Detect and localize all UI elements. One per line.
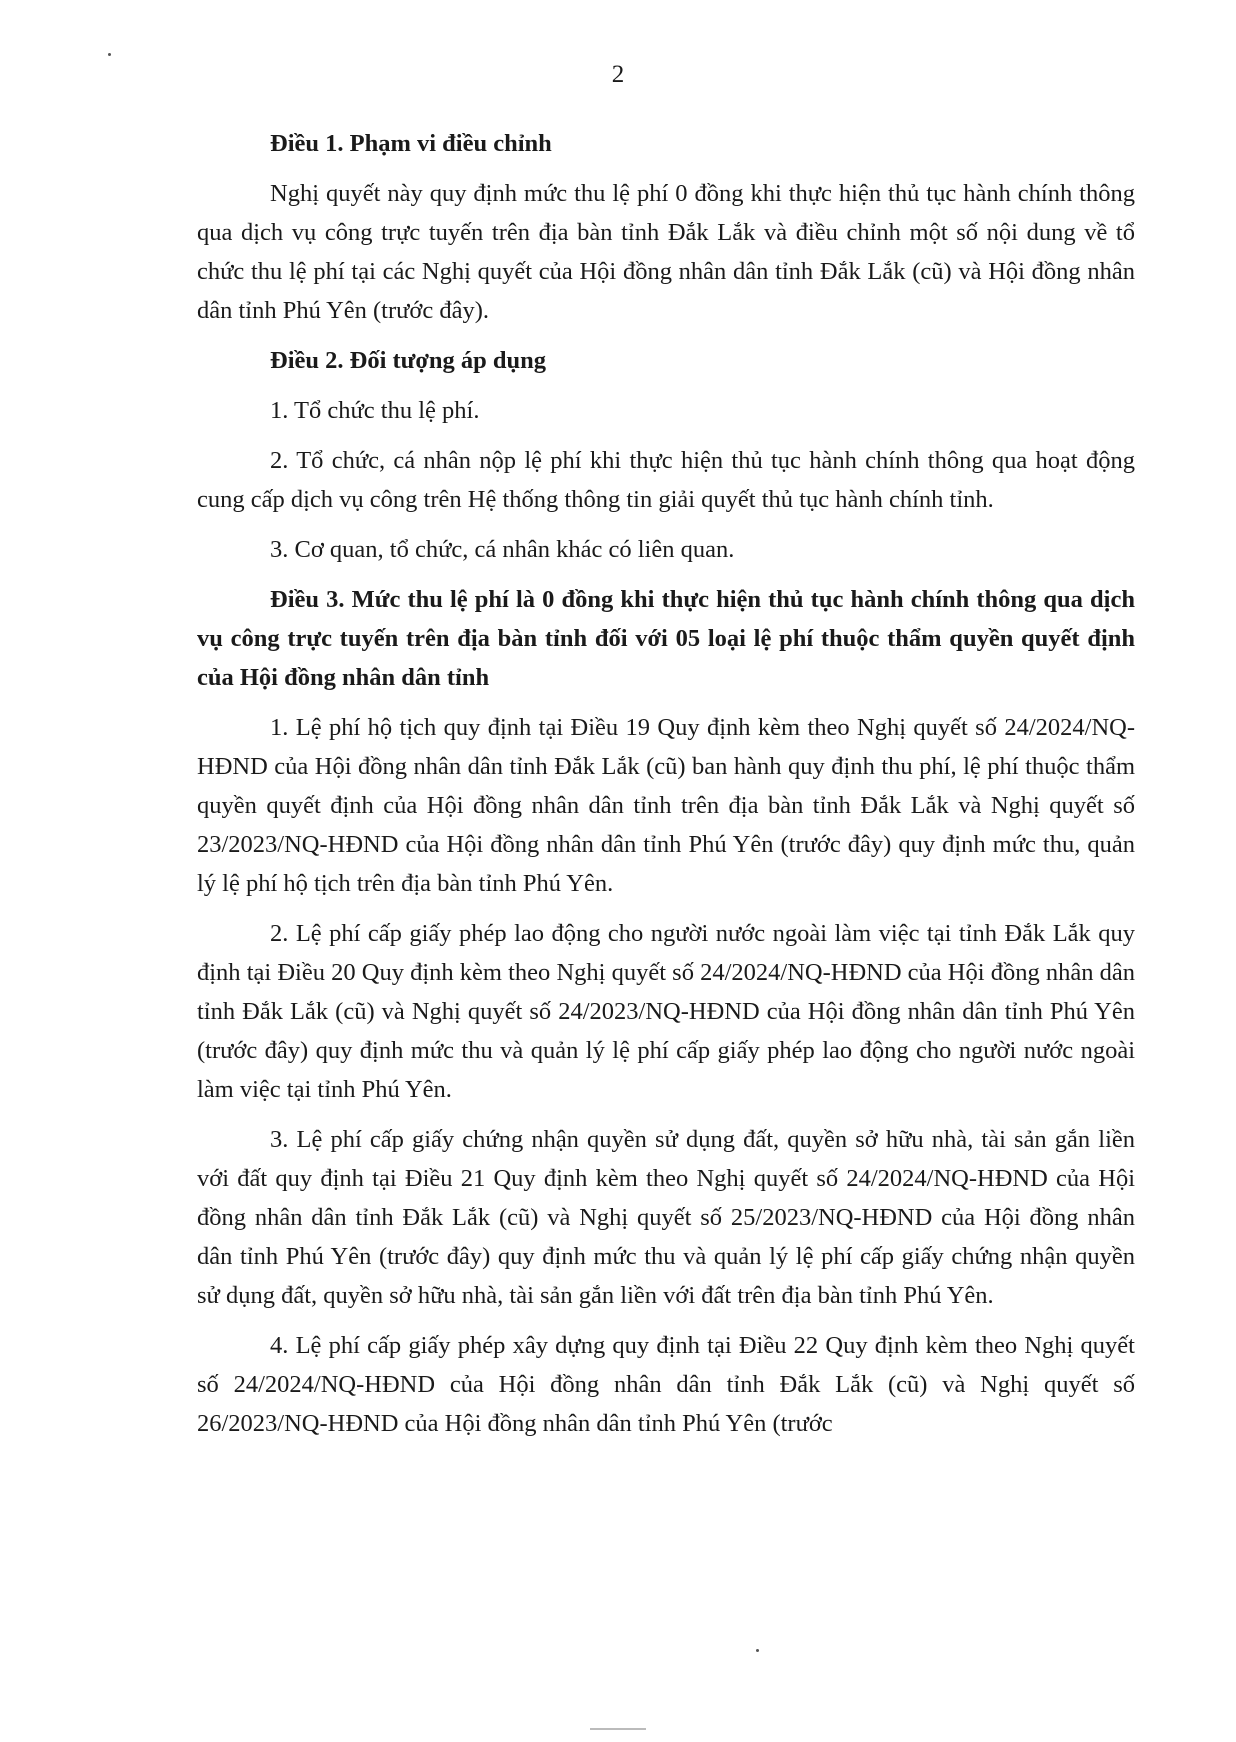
article-2-heading: Điều 2. Đối tượng áp dụng xyxy=(270,347,547,374)
scan-speck xyxy=(108,53,111,56)
article-2-item-1: 1. Tổ chức thu lệ phí. xyxy=(270,397,480,424)
page-number: 2 xyxy=(611,61,625,88)
article-3-heading: Điều 3. Mức thu lệ phí là 0 đồng khi thực hiện thủ tục hành chính thông qua dịch vụ công trực tuyến trên địa bàn tỉnh đối với 05 loại lệ phí thuộc thẩm quyền quyết định của Hội đồng nhân dân tỉnh xyxy=(197,586,1135,691)
article-1-paragraph: Nghị quyết này quy định mức thu lệ phí 0 đồng khi thực hiện thủ tục hành chính thông qua dịch vụ công trực tuyến trên địa bàn tỉnh Đắk Lắk và điều chỉnh một số nội dung về tổ chức thu lệ phí tại các Nghị quyết của Hội đồng nhân dân tỉnh Đắk Lắk (cũ) và Hội đồng nhân dân tỉnh Phú Yên (trước đây). xyxy=(197,180,1135,324)
scan-speck xyxy=(756,1649,759,1652)
article-3-item-1: 1. Lệ phí hộ tịch quy định tại Điều 19 Quy định kèm theo Nghị quyết số 24/2024/NQ-HĐND của Hội đồng nhân dân tỉnh Đắk Lắk (cũ) ban hành quy định thu phí, lệ phí thuộc thẩm quyền quyết định của Hội đồng nhân dân tỉnh trên địa bàn tỉnh Đắk Lắk và Nghị quyết số 23/2023/NQ-HĐND của Hội đồng nhân dân tỉnh Phú Yên (trước đây) quy định mức thu, quản lý lệ phí hộ tịch trên địa bàn tỉnh Phú Yên. xyxy=(197,714,1135,897)
article-3-item-3: 3. Lệ phí cấp giấy chứng nhận quyền sử dụng đất, quyền sở hữu nhà, tài sản gắn liền với đất quy định tại Điều 21 Quy định kèm theo Nghị quyết số 24/2024/NQ-HĐND của Hội đồng nhân dân tỉnh Đắk Lắk (cũ) và Nghị quyết số 25/2023/NQ-HĐND của Hội đồng nhân dân tỉnh Phú Yên (trước đây) quy định mức thu và quản lý lệ phí cấp giấy chứng nhận quyền sử dụng đất, quyền sở hữu nhà, tài sản gắn liền với đất trên địa bàn tỉnh Phú Yên. xyxy=(197,1126,1135,1309)
article-3-item-4: 4. Lệ phí cấp giấy phép xây dựng quy định tại Điều 22 Quy định kèm theo Nghị quyết số 24/2024/NQ-HĐND của Hội đồng nhân dân tỉnh Đắk Lắk (cũ) và Nghị quyết số 26/2023/NQ-HĐND của Hội đồng nhân dân tỉnh Phú Yên (trước xyxy=(197,1332,1135,1437)
article-2-item-2: 2. Tổ chức, cá nhân nộp lệ phí khi thực hiện thủ tục hành chính thông qua hoạt động cung cấp dịch vụ công trên Hệ thống thông tin giải quyết thủ tục hành chính tỉnh. xyxy=(197,447,1135,513)
document-body xyxy=(197,124,1135,1454)
article-3-item-2: 2. Lệ phí cấp giấy phép lao động cho người nước ngoài làm việc tại tỉnh Đắk Lắk quy định tại Điều 20 Quy định kèm theo Nghị quyết số 24/2024/NQ-HĐND của Hội đồng nhân dân tỉnh Đắk Lắk (cũ) và Nghị quyết số 24/2023/NQ-HĐND của Hội đồng nhân dân tỉnh Phú Yên (trước đây) quy định mức thu và quản lý lệ phí cấp giấy phép lao động cho người nước ngoài làm việc tại tỉnh Phú Yên. xyxy=(197,920,1135,1103)
scan-edge-mark xyxy=(590,1728,646,1730)
article-2-item-3: 3. Cơ quan, tổ chức, cá nhân khác có liên quan. xyxy=(270,536,735,563)
article-1-heading: Điều 1. Phạm vi điều chỉnh xyxy=(270,130,552,157)
